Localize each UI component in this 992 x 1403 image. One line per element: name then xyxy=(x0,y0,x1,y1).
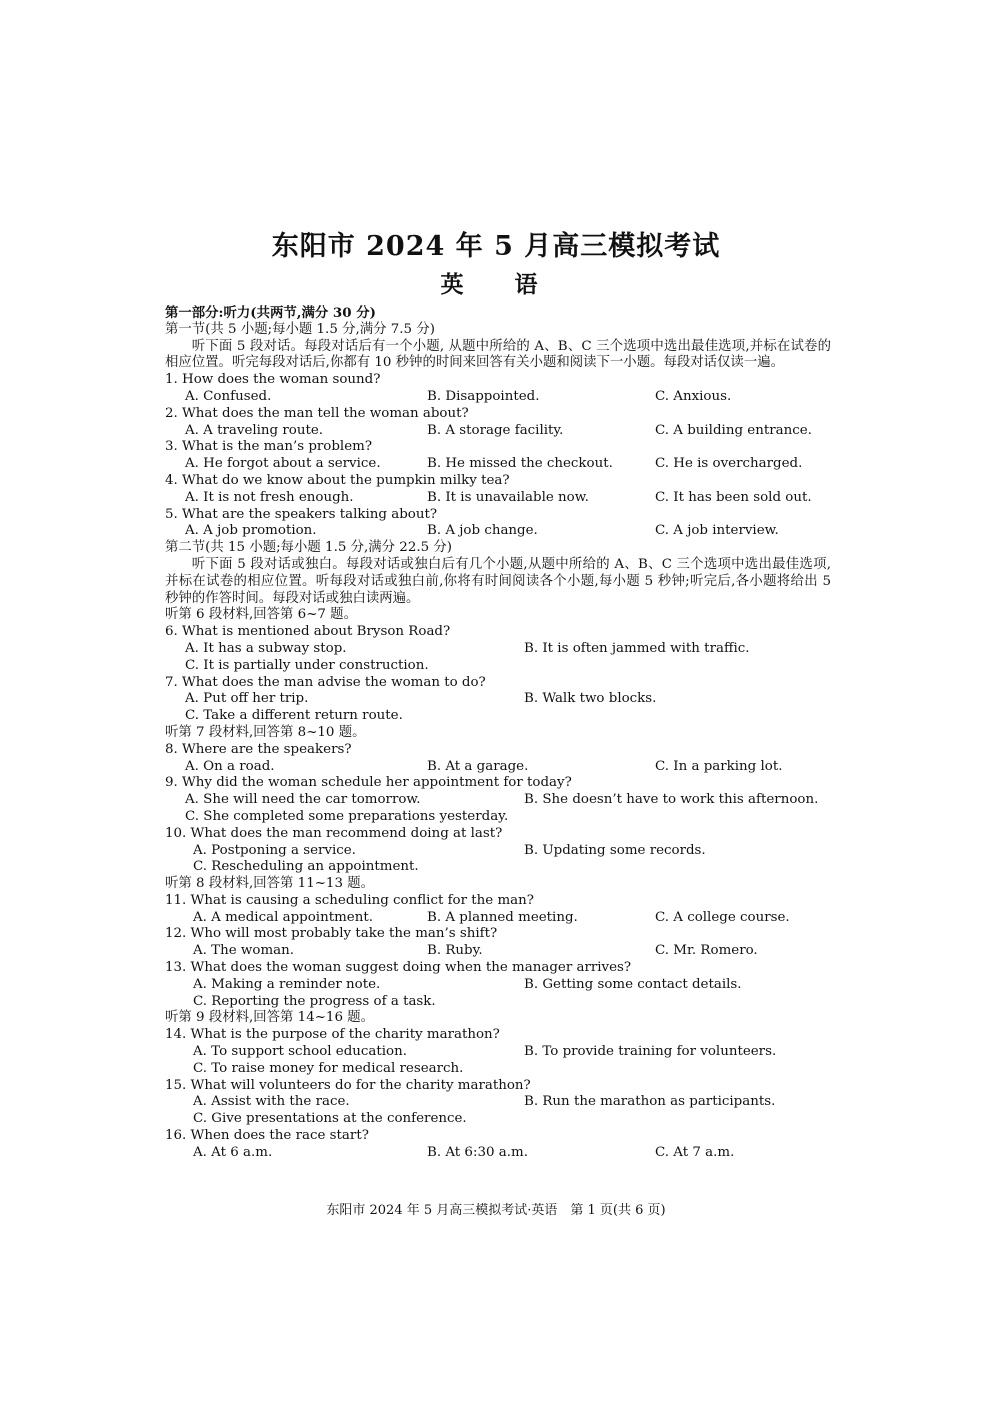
question-14 xyxy=(165,1027,831,1077)
option-c: C. In a parking lot. xyxy=(655,758,783,774)
option-b: B. She doesn’t have to work this afternoon. xyxy=(524,792,819,808)
option-b: B. A storage facility. xyxy=(427,422,564,438)
part1-heading: 第一部分:听力(共两节,满分 30 分) xyxy=(165,305,376,321)
option-c: C. Take a different return route. xyxy=(185,708,403,724)
option-a: A. She will need the car tomorrow. xyxy=(185,792,421,808)
section2-heading: 第二节(共 15 小题;每小题 1.5 分,满分 22.5 分) xyxy=(165,540,452,556)
option-b: B. Walk two blocks. xyxy=(524,691,657,707)
question-1 xyxy=(165,372,831,406)
option-b: B. A planned meeting. xyxy=(427,909,578,925)
question-text: 11. What is causing a scheduling conflict for the man? xyxy=(165,892,534,908)
option-c: C. A job interview. xyxy=(655,523,779,539)
option-c: C. To raise money for medical research. xyxy=(193,1060,464,1076)
option-c: C. At 7 a.m. xyxy=(655,1144,735,1160)
options xyxy=(165,1094,831,1111)
options xyxy=(165,691,831,708)
question-text: 1. How does the woman sound? xyxy=(165,372,381,388)
material-6-heading: 听第 6 段材料,回答第 6~7 题。 xyxy=(165,607,357,623)
option-a: A. A medical appointment. xyxy=(193,909,373,925)
question-11 xyxy=(165,893,831,927)
option-a: A. The woman. xyxy=(193,943,295,959)
options xyxy=(165,456,831,473)
question-text: 14. What is the purpose of the charity marathon? xyxy=(165,1027,500,1043)
question-15 xyxy=(165,1078,831,1128)
option-a: A. Confused. xyxy=(185,388,272,404)
option-b: B. He missed the checkout. xyxy=(427,456,613,472)
option-a: A. It is not fresh enough. xyxy=(185,489,354,505)
option-b: B. Ruby. xyxy=(427,943,483,959)
option-c: C. It has been sold out. xyxy=(655,489,812,505)
options-row2 xyxy=(165,658,831,675)
options xyxy=(165,759,831,776)
option-c: C. It is partially under construction. xyxy=(185,657,429,673)
options-row2 xyxy=(165,994,831,1011)
question-text: 8. Where are the speakers? xyxy=(165,741,352,757)
question-13 xyxy=(165,960,831,1010)
option-b: B. Run the marathon as participants. xyxy=(524,1094,776,1110)
question-text: 4. What do we know about the pumpkin milky tea? xyxy=(165,472,510,488)
section1-instructions: 听下面 5 段对话。每段对话后有一个小题, 从题中所给的 A、B、C 三个选项中选出最佳选项,并标在试卷的相应位置。听完每段对话后,你都有 10 秒钟的时间来回答有关小题和阅读下一小题。每段对话仅读一遍。 xyxy=(165,338,831,371)
option-c: C. Anxious. xyxy=(655,388,732,404)
question-4 xyxy=(165,473,831,507)
exam-content xyxy=(165,305,831,1162)
question-text: 10. What does the man recommend doing at last? xyxy=(165,825,503,841)
options-row2 xyxy=(165,1061,831,1078)
options xyxy=(165,843,831,860)
option-b: B. At a garage. xyxy=(427,758,529,774)
option-a: A. A traveling route. xyxy=(185,422,324,438)
option-b: B. Disappointed. xyxy=(427,388,540,404)
option-b: B. It is often jammed with traffic. xyxy=(524,640,750,656)
question-text: 13. What does the woman suggest doing when the manager arrives? xyxy=(165,960,632,976)
question-text: 15. What will volunteers do for the charity marathon? xyxy=(165,1077,531,1093)
option-a: A. It has a subway stop. xyxy=(185,640,347,656)
option-a: A. Making a reminder note. xyxy=(193,976,381,992)
option-b: B. A job change. xyxy=(427,523,538,539)
options xyxy=(165,943,831,960)
question-16 xyxy=(165,1128,831,1162)
question-3 xyxy=(165,439,831,473)
option-a: A. To support school education. xyxy=(193,1044,408,1060)
options xyxy=(165,523,831,540)
options xyxy=(165,641,831,658)
option-b: B. It is unavailable now. xyxy=(427,489,589,505)
question-text: 6. What is mentioned about Bryson Road? xyxy=(165,624,451,640)
options-row2 xyxy=(165,809,831,826)
material-7-heading: 听第 7 段材料,回答第 8~10 题。 xyxy=(165,724,366,740)
options xyxy=(165,792,831,809)
option-c: C. He is overcharged. xyxy=(655,456,803,472)
option-b: B. Getting some contact details. xyxy=(524,976,742,992)
option-c: C. A building entrance. xyxy=(655,422,812,438)
option-a: A. Put off her trip. xyxy=(185,691,309,707)
question-2 xyxy=(165,406,831,440)
section1-heading: 第一节(共 5 小题;每小题 1.5 分,满分 7.5 分) xyxy=(165,321,435,337)
option-a: A. A job promotion. xyxy=(185,523,317,539)
subject-title: 英 语 xyxy=(440,271,552,298)
option-b: B. At 6:30 a.m. xyxy=(427,1144,528,1160)
option-a: A. Assist with the race. xyxy=(193,1094,350,1110)
question-text: 3. What is the man’s problem? xyxy=(165,439,373,455)
question-10 xyxy=(165,826,831,876)
options-row2 xyxy=(165,1111,831,1128)
option-a: A. He forgot about a service. xyxy=(185,456,381,472)
option-a: A. At 6 a.m. xyxy=(193,1144,273,1160)
options xyxy=(165,1044,831,1061)
material-9-heading: 听第 9 段材料,回答第 14~16 题。 xyxy=(165,1010,375,1026)
question-5 xyxy=(165,507,831,541)
material-8-heading: 听第 8 段材料,回答第 11~13 题。 xyxy=(165,876,375,892)
option-c: C. She completed some preparations yesterday. xyxy=(185,808,509,824)
option-c: C. Give presentations at the conference. xyxy=(193,1111,467,1127)
option-a: A. Postponing a service. xyxy=(193,842,356,858)
option-c: C. Mr. Romero. xyxy=(655,943,758,959)
question-9 xyxy=(165,775,831,825)
options xyxy=(165,977,831,994)
section2-instructions: 听下面 5 段对话或独白。每段对话或独白后有几个小题,从题中所给的 A、B、C 三个选项中选出最佳选项,并标在试卷的相应位置。听每段对话或独白前,你将有时间阅读各个小题,每小题 5 秒钟;听完后,各小题将给出 5 秒钟的作答时间。每段对话或独白读两遍。 xyxy=(165,556,831,606)
option-b: B. To provide training for volunteers. xyxy=(524,1044,777,1060)
option-b: B. Updating some records. xyxy=(524,842,706,858)
option-c: C. Rescheduling an appointment. xyxy=(193,859,419,875)
question-6 xyxy=(165,624,831,674)
page-footer: 东阳市 2024 年 5 月高三模拟考试·英语 第 1 页(共 6 页) xyxy=(326,1203,666,1218)
options xyxy=(165,490,831,507)
question-text: 9. Why did the woman schedule her appointment for today? xyxy=(165,775,572,791)
options xyxy=(165,910,831,927)
options xyxy=(165,1145,831,1162)
question-text: 12. Who will most probably take the man’s shift? xyxy=(165,926,498,942)
options-row2 xyxy=(165,859,831,876)
question-text: 2. What does the man tell the woman about? xyxy=(165,405,469,421)
question-12 xyxy=(165,926,831,960)
options xyxy=(165,423,831,440)
exam-title: 东阳市 2024 年 5 月高三模拟考试 xyxy=(271,231,721,262)
question-7 xyxy=(165,675,831,725)
option-c: C. Reporting the progress of a task. xyxy=(193,993,436,1009)
question-text: 16. When does the race start? xyxy=(165,1128,369,1144)
question-8 xyxy=(165,742,831,776)
option-a: A. On a road. xyxy=(185,758,275,774)
options-row2 xyxy=(165,708,831,725)
question-text: 7. What does the man advise the woman to do? xyxy=(165,674,486,690)
question-text: 5. What are the speakers talking about? xyxy=(165,506,438,522)
option-c: C. A college course. xyxy=(655,909,790,925)
options xyxy=(165,389,831,406)
